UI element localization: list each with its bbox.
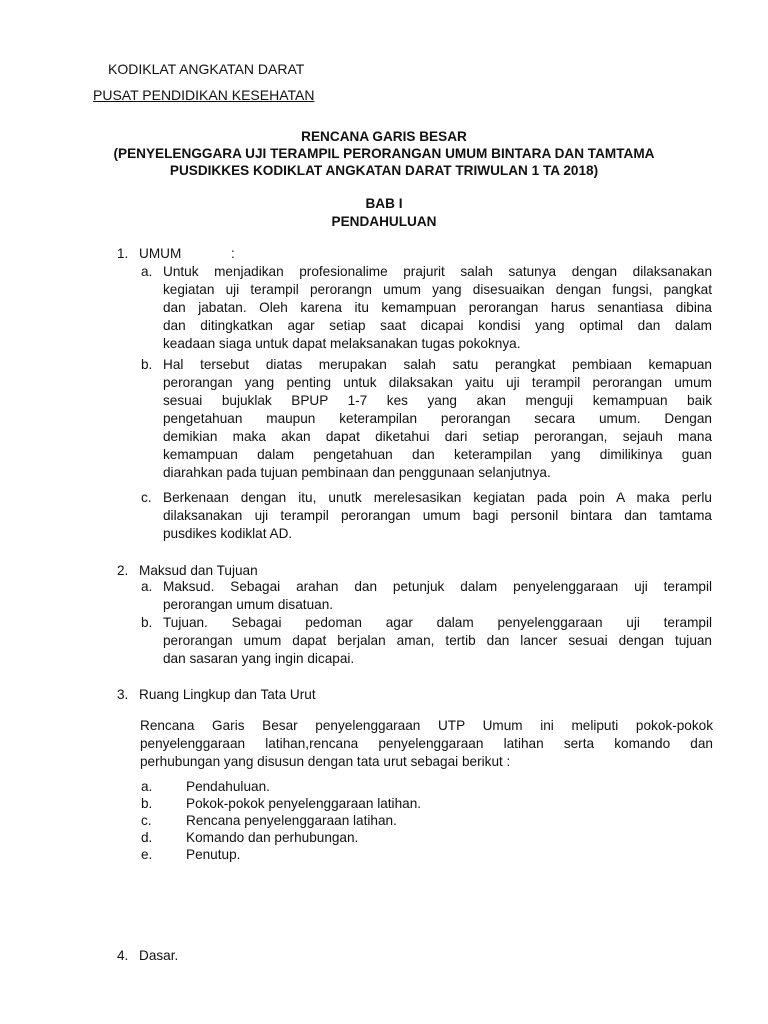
section-title: UMUM xyxy=(139,246,182,261)
title-line-1: RENCANA GARIS BESAR xyxy=(301,129,467,144)
title-line-3: PUSDIKKES KODIKLAT ANGKATAN DARAT TRIWULAN 1 TA 2018) xyxy=(169,163,599,178)
text-line: perorangan umum dapat berjalan aman, tertib dan lancer sesuai dengan tujuan xyxy=(163,633,712,648)
text-line: perorangan umum disatuan. xyxy=(163,597,334,612)
list-letter: a. xyxy=(141,779,153,794)
text-line: kegiatan uji terampil perorangn umum yang disesuaikan dengan fungsi, pangkat xyxy=(163,282,712,297)
text-line: Maksud. Sebagai arahan dan petunjuk dalam penyelenggaraan uji terampil xyxy=(163,579,712,594)
document-title xyxy=(0,128,768,179)
list-text: Komando dan perhubungan. xyxy=(186,830,359,845)
text-line: dan jabatan. Oleh karena itu kemampuan perorangan harus senantiasa dibina xyxy=(163,300,712,315)
chapter-heading xyxy=(0,195,768,231)
text-line: perorangan yang penting untuk dilaksakan yaitu uji terampil perorangan umum xyxy=(163,375,712,390)
section-number: 3. xyxy=(117,687,129,702)
section-number: 4. xyxy=(117,948,129,963)
text-line: dan sasaran yang ingin dicapai. xyxy=(163,651,355,666)
item-text xyxy=(163,578,712,614)
text-line: dilaksanakan uji terampil perorangan umum bagi personil bintara dan tamtama xyxy=(163,508,712,523)
text-line: dan ditingkatkan agar setiap saat dicapai kondisi yang optimal dan dalam xyxy=(163,318,712,333)
text-line: Berkenaan dengan itu, unutk merelesasikan kegiatan pada poin A maka perlu xyxy=(163,490,712,505)
item-letter: a. xyxy=(141,579,153,594)
header-unit: PUSAT PENDIDIKAN KESEHATAN xyxy=(93,87,315,103)
chapter-label: BAB I xyxy=(365,196,403,211)
item-letter: a. xyxy=(141,264,153,279)
text-line: keadaan siaga untuk dapat melaksanakan tugas pokoknya. xyxy=(163,336,521,351)
list-letter: b. xyxy=(141,796,153,811)
item-text xyxy=(163,263,712,353)
text-line: sesuai bujuklak BPUP 1-7 kes yang akan menguji kemampuan baik xyxy=(163,393,712,408)
section-title: Ruang Lingkup dan Tata Urut xyxy=(139,687,316,702)
list-text: Penutup. xyxy=(186,847,241,862)
text-line: perhubungan yang disusun dengan tata urut sebagai berikut : xyxy=(140,754,511,769)
section-3-paragraph xyxy=(140,717,713,771)
header-institution: KODIKLAT ANGKATAN DARAT xyxy=(108,61,305,77)
text-line: demikian maka akan dapat diketahui dari setiap perorangan, sejauh mana xyxy=(163,429,712,444)
list-text: Pendahuluan. xyxy=(186,779,270,794)
section-number: 1. xyxy=(117,246,129,261)
section-number: 2. xyxy=(117,563,129,578)
section-title: Dasar. xyxy=(139,948,179,963)
item-letter: b. xyxy=(141,615,153,630)
list-text: Rencana penyelenggaraan latihan. xyxy=(186,813,397,828)
text-line: pengetahuan maupun keterampilan perorangan secara umum. Dengan xyxy=(163,411,712,426)
text-line: diarahkan pada tujuan pembinaan dan penggunaan selanjutnya. xyxy=(163,465,551,480)
text-line: kemampuan dalam pengetahuan dan keterampilan yang dimilikinya guan xyxy=(163,447,712,462)
text-line: pusdikes kodiklat AD. xyxy=(163,526,293,541)
item-text xyxy=(163,489,712,543)
chapter-title: PENDAHULUAN xyxy=(331,214,437,229)
list-text: Pokok-pokok penyelenggaraan latihan. xyxy=(186,796,422,811)
text-line: Untuk menjadikan profesionalime prajurit salah satunya dengan dilaksanakan xyxy=(163,264,712,279)
list-letter: d. xyxy=(141,830,153,845)
item-letter: c. xyxy=(141,490,152,505)
item-text xyxy=(163,614,712,668)
list-letter: c. xyxy=(141,813,152,828)
text-line: penyelenggaraan latihan,rencana penyelenggaraan latihan serta komando dan xyxy=(140,736,713,751)
text-line: Rencana Garis Besar penyelenggaraan UTP Umum ini meliputi pokok-pokok xyxy=(140,718,713,733)
section-title: Maksud dan Tujuan xyxy=(139,563,258,578)
title-line-2: (PENYELENGGARA UJI TERAMPIL PERORANGAN UMUM BINTARA DAN TAMTAMA xyxy=(113,146,655,161)
text-line: Hal tersebut diatas merupakan salah satu perangkat pembiaan kemapuan xyxy=(163,357,712,372)
text-line: Tujuan. Sebagai pedoman agar dalam penyelenggaraan uji terampil xyxy=(163,615,712,630)
list-letter: e. xyxy=(141,847,153,862)
item-text xyxy=(163,356,712,482)
section-colon: : xyxy=(231,246,235,261)
item-letter: b. xyxy=(141,357,153,372)
